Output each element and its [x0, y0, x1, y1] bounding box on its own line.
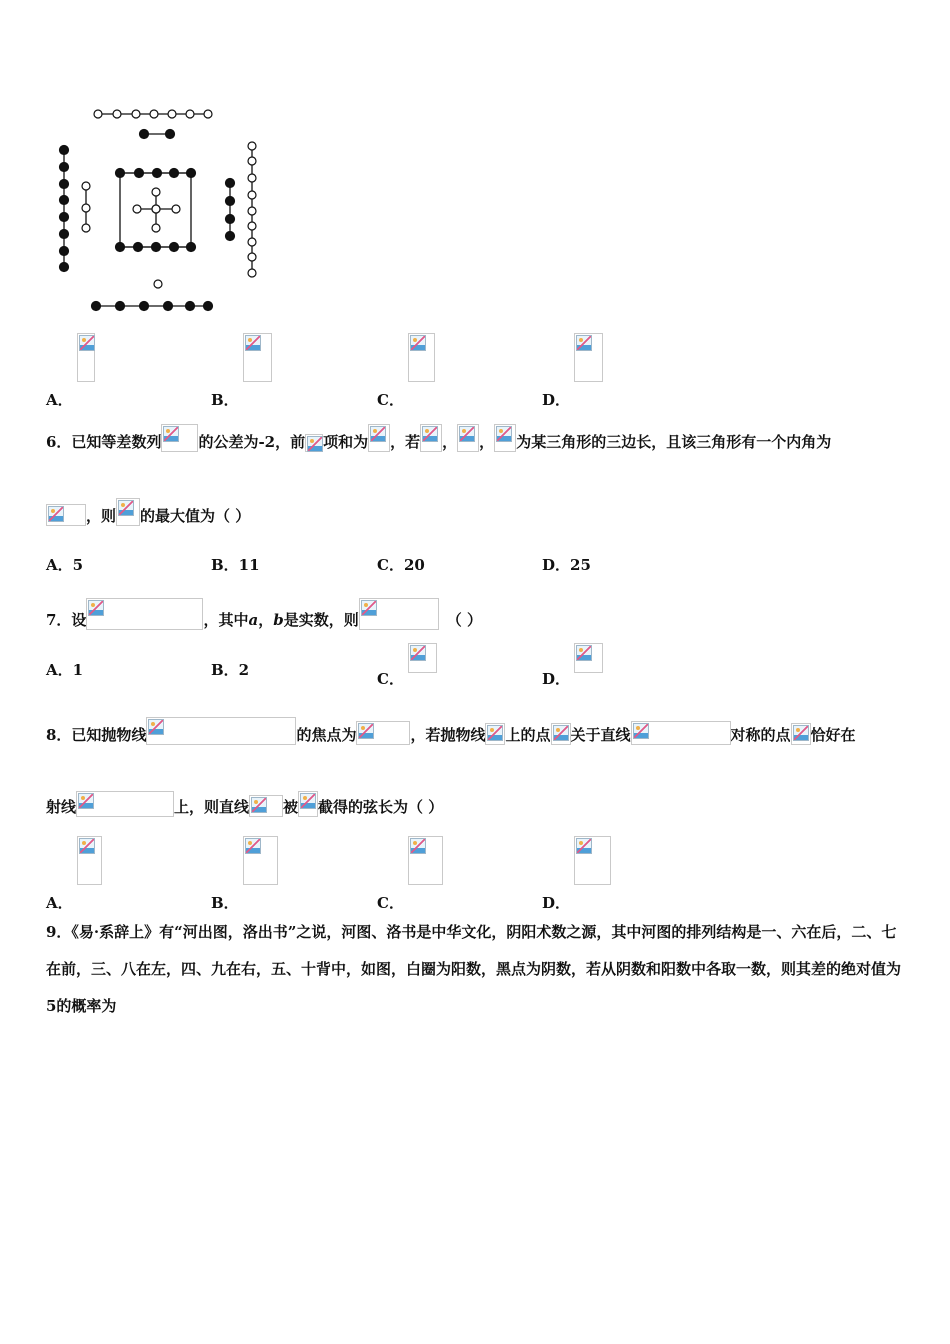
q8-curve2-image [298, 791, 318, 817]
q8-option-c[interactable] [377, 836, 443, 912]
q7-option-c[interactable] [377, 643, 437, 688]
q8-option-d[interactable] [542, 836, 611, 912]
q8-option-a-image [77, 836, 102, 885]
q7-text-1: 7．设 [46, 611, 87, 629]
hetu-dot-right-white-9-9 [248, 269, 256, 277]
hetu-dot-right-white-9-4 [248, 191, 256, 199]
hetu-dot-right-white-9-8 [248, 253, 256, 261]
hetu-dot-right-white-9-7 [248, 238, 256, 246]
q5-option-a-label: A． [46, 391, 73, 409]
q7-option-c-label: C． [377, 670, 404, 688]
hetu-dot-bottom-black-6-5 [186, 302, 195, 311]
hetu-dot-right-black-4-1 [226, 179, 235, 188]
q5-option-c[interactable] [377, 333, 435, 409]
q6-angle-image [46, 504, 86, 526]
hetu-dot-bottom-black-6-2 [116, 302, 125, 311]
q8-option-a-label: A． [46, 894, 73, 912]
hetu-dot-center-vertical-white-3 [152, 224, 160, 232]
q8-option-b[interactable] [211, 836, 278, 912]
q8-line2-image [249, 795, 283, 817]
hetu-dot-left-black-8-6 [60, 230, 69, 239]
q8-text-10: 被 [283, 798, 299, 816]
q7-text-4: （ ） [446, 611, 482, 629]
hetu-dot-square-bottom-black-5 [187, 243, 196, 252]
q8-curve-image [485, 723, 505, 745]
q8-option-b-label: B． [211, 894, 239, 912]
q8-text-6: 对称的点 [730, 726, 791, 744]
q8-text-2: 的焦点为 [296, 726, 357, 744]
hetu-dot-square-bottom-black-3 [152, 243, 161, 252]
q8-text-11: 截得的弦长为（ ） [318, 798, 444, 816]
hetu-dot-bottom-black-6-4 [164, 302, 173, 311]
hetu-dot-right-white-9-1 [248, 142, 256, 150]
q8-point-image [551, 723, 571, 745]
q6-text-2: 的公差为-2，前 [198, 433, 306, 451]
hetu-dot-center-vertical-white-1 [152, 188, 160, 196]
hetu-dot-square-bottom-black-4 [170, 243, 179, 252]
q6-text-4: ，若 [390, 433, 421, 451]
q5-option-d[interactable] [542, 333, 603, 409]
hetu-dot-right-white-9-6 [248, 222, 256, 230]
q6-text-5: ， [442, 433, 458, 451]
hetu-dot-square-top-black-5 [187, 169, 196, 178]
q7-expression-image [359, 598, 439, 630]
hetu-dot-right-white-9-5 [248, 207, 256, 215]
q9-question-text: 9．《易·系辞上》有“河出图，洛出书”之说，河图、洛书是中华文化，阴阳术数之源，其中河图的排列结构是一、六在后，二、七在前，三、八在左，四、九在右，五、十背中，如图，白圈为阳数，黑点为阴数，若从阴数和阳数中各取一数，则其差的绝对值为5的概率为 [46, 923, 902, 1015]
q6-side2-image [457, 424, 479, 452]
hetu-dot-right-black-4-3 [226, 215, 235, 224]
hetu-dot-right-black-4-4 [226, 232, 235, 241]
q5-option-b-image [243, 333, 272, 382]
hetu-dot-bottom-black-6-3 [140, 302, 149, 311]
hetu-dot-right-white-9-2 [248, 157, 256, 165]
hetu-dot-left-black-8-8 [60, 263, 69, 272]
q6-option-b[interactable]: B．11 [211, 556, 260, 574]
q8-option-c-label: C． [377, 894, 404, 912]
q6-line-1 [46, 424, 831, 452]
hetu-dot-left-black-8-5 [60, 213, 69, 222]
hetu-dot-top-white-7-5 [168, 110, 176, 118]
hetu-dot-left-black-8-2 [60, 163, 69, 172]
q6-sequence-image [161, 424, 198, 452]
hetu-dot-top-black-2-2 [166, 130, 175, 139]
hetu-dot-left-black-8-3 [60, 180, 69, 189]
q6-option-c[interactable]: C．20 [377, 556, 425, 574]
hetu-dot-bottom-black-6-1 [92, 302, 101, 311]
hetu-dot-top-white-7-3 [132, 110, 140, 118]
q8-parabola-image [146, 717, 296, 745]
q7-comma: ， [258, 611, 274, 629]
q5-option-b[interactable] [211, 333, 272, 409]
q8-text-8: 射线 [46, 798, 77, 816]
hetu-dot-left-white-3-2 [82, 204, 90, 212]
hetu-dot-left-white-3-3 [82, 224, 90, 232]
q6-max-image [116, 498, 140, 526]
q8-option-a[interactable] [46, 836, 102, 912]
hetu-diagram [50, 100, 270, 320]
q5-option-a-image [77, 333, 95, 382]
hetu-dot-right-black-4-2 [226, 197, 235, 206]
q8-line-1 [46, 717, 856, 745]
q7-option-d[interactable] [542, 643, 603, 688]
q6-text-6: ， [479, 433, 495, 451]
q8-option-d-image [574, 836, 611, 885]
q7-option-c-image [408, 643, 437, 673]
q6-text-1: 6．已知等差数列 [46, 433, 162, 451]
hetu-dot-square-bottom-black-2 [134, 243, 143, 252]
q8-option-b-image [243, 836, 278, 885]
hetu-dot-left-black-8-4 [60, 196, 69, 205]
hetu-dot-top-white-7-7 [204, 110, 212, 118]
q8-text-5: 关于直线 [570, 726, 631, 744]
q6-line-2 [46, 498, 250, 526]
q6-side3-image [494, 424, 516, 452]
hetu-dot-center-horizontal-white-3 [172, 205, 180, 213]
q8-line-2 [46, 791, 443, 817]
q6-option-a[interactable]: A．5 [46, 556, 84, 574]
q6-text-8: ，则 [86, 507, 117, 525]
q8-option-c-image [408, 836, 443, 885]
q5-option-d-image [574, 333, 603, 382]
hetu-dot-square-top-black-1 [116, 169, 125, 178]
hetu-dot-center-horizontal-white-2 [152, 205, 160, 213]
hetu-dot-bottom-black-6-6 [204, 302, 213, 311]
q6-sn-image [368, 424, 390, 452]
q5-option-c-label: C． [377, 391, 404, 409]
hetu-dot-left-black-8-1 [60, 146, 69, 155]
q7-text-3: 是实数，则 [283, 611, 359, 629]
q5-option-b-label: B． [211, 391, 239, 409]
hetu-dot-top-white-7-6 [186, 110, 194, 118]
hetu-dot-square-top-black-3 [153, 169, 162, 178]
q7-line-1 [46, 598, 482, 630]
q8-text-7: 恰好在 [810, 726, 856, 744]
q6-text-9: 的最大值为（ ） [140, 507, 251, 525]
q8-text-3: ，若抛物线 [410, 726, 486, 744]
q7-option-d-label: D． [542, 670, 571, 688]
q7-var-b: b [273, 611, 284, 629]
q7-option-a[interactable]: A．1 [46, 661, 84, 679]
q8-text-9: 上，则直线 [174, 798, 250, 816]
q6-text-3: 项和为 [323, 433, 369, 451]
q5-option-a[interactable] [46, 333, 95, 409]
q5-option-c-image [408, 333, 435, 382]
q8-ray-image [76, 791, 174, 817]
hetu-dot-left-black-8-7 [60, 247, 69, 256]
hetu-dot-left-white-3-1 [82, 182, 90, 190]
hetu-dot-square-top-black-2 [135, 169, 144, 178]
q7-text-2: ，其中 [203, 611, 249, 629]
q8-symmetric-point-image [791, 723, 811, 745]
q6-side1-image [420, 424, 442, 452]
hetu-dot-top-white-7-2 [113, 110, 121, 118]
q6-text-7: 为某三角形的三边长，且该三角形有一个内角为 [516, 433, 832, 451]
hetu-dot-top-white-7-4 [150, 110, 158, 118]
hetu-dot-top-white-7-1 [94, 110, 102, 118]
q6-option-d[interactable]: D．25 [542, 556, 591, 574]
hetu-dot-square-top-black-4 [170, 169, 179, 178]
hetu-dot-center-horizontal-white-1 [133, 205, 141, 213]
q7-option-b[interactable]: B．2 [211, 661, 250, 679]
hetu-dot-bottom-white-1-1 [154, 280, 162, 288]
hetu-dot-right-white-9-3 [248, 174, 256, 182]
hetu-dot-square-bottom-black-1 [116, 243, 125, 252]
q8-text-4: 上的点 [505, 726, 551, 744]
q8-option-d-label: D． [542, 894, 571, 912]
q8-focus-image [356, 721, 410, 745]
q8-line-image [631, 721, 731, 745]
q7-var-a: a [248, 611, 259, 629]
q6-n-image [305, 434, 323, 452]
q7-equation-image [86, 598, 203, 630]
q8-text-1: 8．已知抛物线 [46, 726, 147, 744]
q7-option-d-image [574, 643, 603, 673]
q5-option-d-label: D． [542, 391, 571, 409]
hetu-dot-top-black-2-1 [140, 130, 149, 139]
